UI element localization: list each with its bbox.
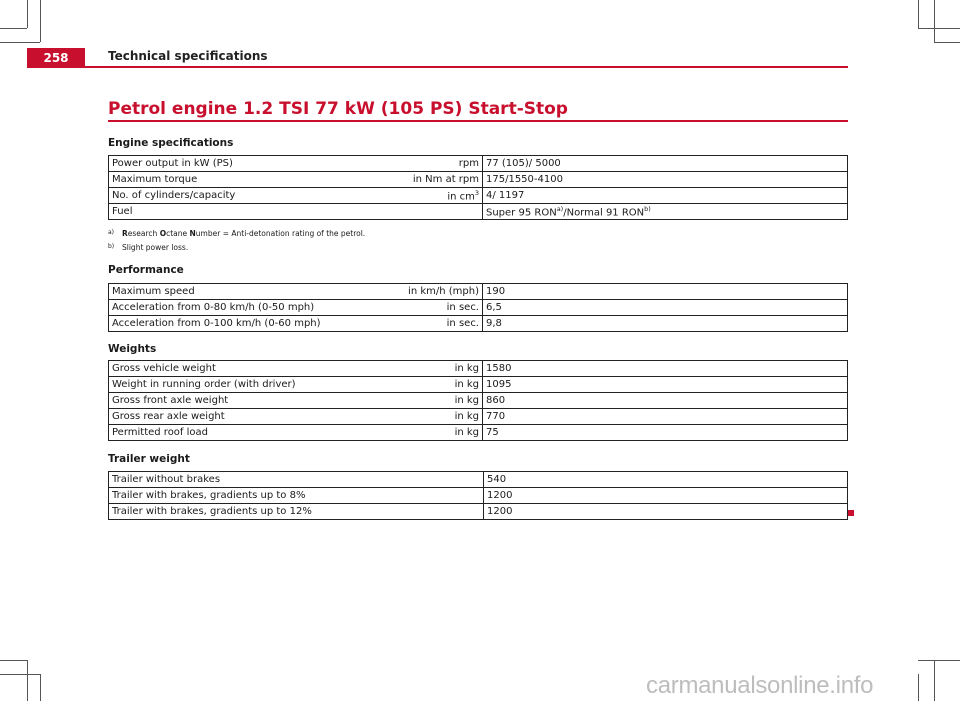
- crop-mark: [934, 660, 935, 701]
- row-value: 1200: [484, 488, 848, 504]
- table-row: [109, 172, 848, 188]
- header-rule: [27, 66, 848, 68]
- engine-heading: Engine specifications: [108, 137, 234, 149]
- row-unit: in kg: [349, 377, 483, 393]
- row-label: Weight in running order (with driver): [109, 377, 350, 393]
- crop-mark: [918, 660, 960, 661]
- crop-mark: [934, 42, 960, 43]
- footnote: b) Slight power loss.: [108, 243, 189, 252]
- table-row: [109, 188, 848, 204]
- crop-mark: [27, 0, 28, 28]
- row-label: Maximum torque: [109, 172, 350, 188]
- table-row: [109, 504, 848, 520]
- table-row: [109, 393, 848, 409]
- row-label: Gross vehicle weight: [109, 361, 350, 377]
- table-row: [109, 377, 848, 393]
- row-value: 770: [483, 409, 848, 425]
- row-value: 75: [483, 425, 848, 441]
- row-label: Gross rear axle weight: [109, 409, 350, 425]
- crop-mark: [918, 674, 919, 701]
- row-label: Trailer with brakes, gradients up to 12%: [109, 504, 484, 520]
- crop-mark: [40, 674, 41, 701]
- row-label: Maximum speed: [109, 284, 350, 300]
- crop-mark: [934, 0, 935, 42]
- row-unit: in Nm at rpm: [349, 172, 483, 188]
- row-label: Trailer without brakes: [109, 472, 484, 488]
- table-row: [109, 156, 848, 172]
- running-header: Technical specifications: [108, 49, 268, 63]
- row-label: Acceleration from 0-100 km/h (0-60 mph): [109, 316, 350, 332]
- weights-table: [108, 360, 848, 441]
- row-unit: in sec.: [349, 300, 483, 316]
- row-value: 860: [483, 393, 848, 409]
- title-rule: [108, 120, 848, 122]
- crop-mark: [27, 660, 28, 701]
- crop-mark: [0, 28, 27, 29]
- performance-heading: Performance: [108, 264, 184, 276]
- table-row: [109, 204, 848, 220]
- row-unit: in kg: [349, 409, 483, 425]
- row-value: 540: [484, 472, 848, 488]
- crop-mark: [0, 42, 40, 43]
- table-row: [109, 488, 848, 504]
- table-row: [109, 425, 848, 441]
- row-unit: in $cm^3$: [349, 188, 483, 204]
- row-value: 190: [483, 284, 848, 300]
- trailer-heading: Trailer weight: [108, 453, 190, 465]
- table-row: [109, 300, 848, 316]
- row-value: 9,8: [483, 316, 848, 332]
- crop-mark: [918, 28, 960, 29]
- watermark: carmanualsonline.info: [646, 672, 874, 699]
- row-unit: in kg: [349, 425, 483, 441]
- crop-mark: [918, 0, 919, 28]
- page-number: 258: [27, 48, 85, 67]
- table-row: [109, 361, 848, 377]
- row-value: 175/1550-4100: [483, 172, 848, 188]
- row-unit: in sec.: [349, 316, 483, 332]
- row-value: 1095: [483, 377, 848, 393]
- end-of-section-marker: [848, 510, 854, 516]
- engine-table: [108, 155, 848, 220]
- row-value: 6,5: [483, 300, 848, 316]
- table-row: [109, 409, 848, 425]
- row-label: Trailer with brakes, gradients up to 8%: [109, 488, 484, 504]
- footnote: a) Research Octane Number = Anti-detonation rating of the petrol.: [108, 229, 366, 238]
- page-title: Petrol engine 1.2 TSI 77 kW (105 PS) Start-Stop: [108, 99, 568, 119]
- row-unit: in kg: [349, 361, 483, 377]
- row-unit: in km/h (mph): [349, 284, 483, 300]
- row-label: Power output in kW (PS): [109, 156, 350, 172]
- performance-table: [108, 283, 848, 332]
- weights-heading: Weights: [108, 343, 157, 355]
- row-label: No. of cylinders/capacity: [109, 188, 350, 204]
- table-row: [109, 284, 848, 300]
- trailer-table: [108, 471, 848, 520]
- row-label: Acceleration from 0-80 km/h (0-50 mph): [109, 300, 350, 316]
- row-unit: in kg: [349, 393, 483, 409]
- row-label: Permitted roof load: [109, 425, 350, 441]
- row-label: Fuel: [109, 204, 350, 220]
- row-value: Super 95 RON$^{a)}$/Normal 91 RON$^{b)}$: [483, 204, 848, 220]
- row-value: 1200: [484, 504, 848, 520]
- row-value: 77 (105)/ 5000: [483, 156, 848, 172]
- table-row: [109, 472, 848, 488]
- row-label: Gross front axle weight: [109, 393, 350, 409]
- row-unit: [349, 204, 483, 220]
- row-value: 4/ 1197: [483, 188, 848, 204]
- crop-mark: [0, 674, 40, 675]
- table-row: [109, 316, 848, 332]
- row-value: 1580: [483, 361, 848, 377]
- footnotes: [108, 229, 365, 257]
- crop-mark: [40, 0, 41, 42]
- row-unit: rpm: [349, 156, 483, 172]
- crop-mark: [0, 660, 27, 661]
